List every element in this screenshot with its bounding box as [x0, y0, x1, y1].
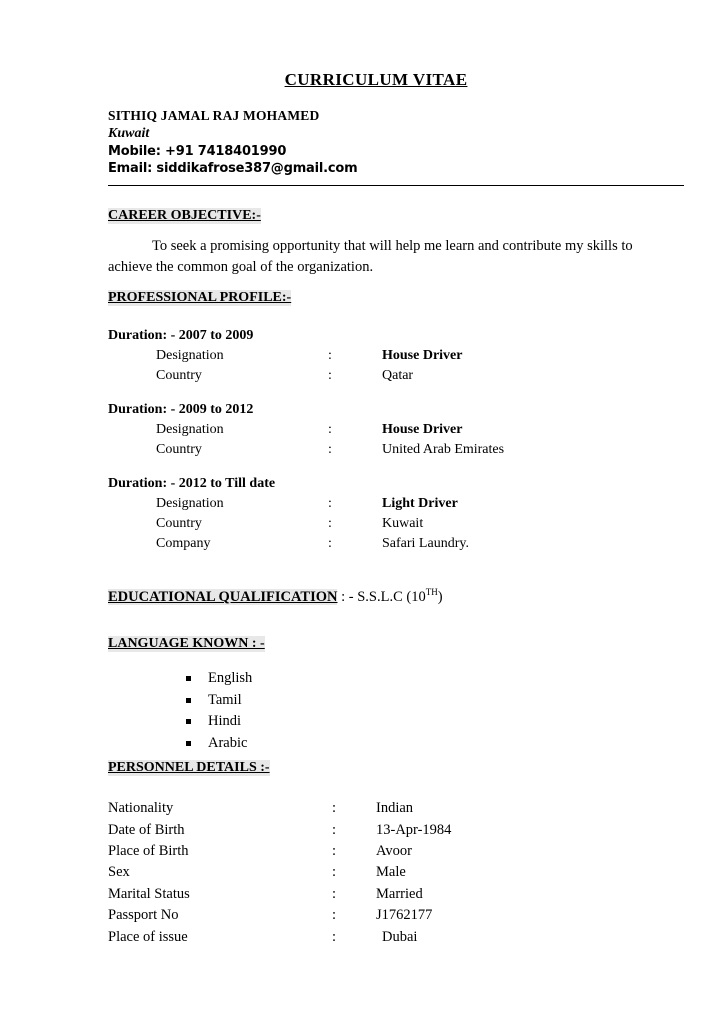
- language-list: [108, 668, 684, 754]
- row-value: Safari Laundry.: [382, 535, 469, 551]
- row-value: Avoor: [376, 843, 412, 860]
- row-key: Designation: [156, 422, 224, 438]
- list-item: Tamil: [186, 690, 684, 711]
- education-value-suffix: ): [437, 589, 443, 606]
- row-key: Sex: [108, 864, 130, 881]
- row-key: Place of Birth: [108, 843, 189, 860]
- row-value: Married: [376, 885, 423, 902]
- row-key: Passport No: [108, 907, 179, 924]
- table-row: [156, 440, 684, 460]
- profile-rows: [156, 420, 684, 460]
- section-heading-language-known: LANGUAGE KNOWN : -: [108, 636, 265, 652]
- table-row: [156, 514, 684, 534]
- row-value: Indian: [376, 800, 414, 817]
- profile-rows: [156, 346, 684, 386]
- table-row: [108, 798, 684, 819]
- row-value: Male: [376, 864, 406, 881]
- table-row: [108, 862, 684, 883]
- row-value: Qatar: [382, 368, 414, 384]
- table-row: [108, 927, 684, 948]
- row-value: United Arab Emirates: [382, 441, 505, 457]
- section-heading-professional-profile: PROFESSIONAL PROFILE:-: [108, 290, 292, 306]
- table-row: [108, 841, 684, 862]
- row-key: Company: [156, 535, 211, 551]
- table-row: [108, 905, 684, 926]
- row-key: Marital Status: [108, 885, 190, 902]
- table-row: [156, 494, 684, 514]
- row-colon: :: [332, 843, 337, 860]
- profile-rows: [156, 494, 684, 554]
- row-key: Country: [156, 368, 202, 384]
- row-key: Country: [156, 515, 202, 531]
- row-value: Dubai: [382, 928, 418, 945]
- row-key: Nationality: [108, 800, 174, 817]
- row-colon: :: [328, 535, 332, 551]
- row-colon: :: [328, 515, 332, 531]
- education-value-sup: TH: [425, 587, 438, 598]
- profile-duration: Duration: - 2007 to 2009: [108, 328, 254, 344]
- profile-duration: Duration: - 2009 to 2012: [108, 402, 254, 418]
- table-row: [108, 884, 684, 905]
- row-value: Kuwait: [382, 515, 424, 531]
- career-objective-text: [108, 236, 648, 278]
- row-colon: :: [332, 800, 337, 817]
- section-heading-career-objective: CAREER OBJECTIVE:-: [108, 208, 261, 224]
- row-key: Place of issue: [108, 928, 188, 945]
- row-colon: :: [332, 864, 337, 881]
- row-colon: :: [328, 368, 332, 384]
- row-key: Date of Birth: [108, 821, 185, 838]
- row-value: House Driver: [382, 422, 463, 438]
- row-colon: :: [328, 348, 332, 364]
- table-row: [156, 346, 684, 366]
- row-key: Designation: [156, 348, 224, 364]
- header-divider: [108, 185, 684, 186]
- row-colon: :: [332, 885, 337, 902]
- row-value: J1762177: [376, 907, 433, 924]
- career-objective-body: To seek a promising opportunity that will help me learn and contribute my skills to achieve the common goal of the organization.: [108, 238, 633, 276]
- row-colon: :: [328, 441, 332, 457]
- page-title: CURRICULUM VITAE: [284, 70, 468, 89]
- candidate-mobile: Mobile: +91 7418401990: [108, 144, 287, 159]
- row-key: Designation: [156, 495, 224, 511]
- row-key: Country: [156, 441, 202, 457]
- list-item: Hindi: [186, 711, 684, 732]
- candidate-city: Kuwait: [108, 126, 150, 141]
- profile-duration: Duration: - 2012 to Till date: [108, 475, 276, 491]
- table-row: [156, 366, 684, 386]
- table-row: [108, 820, 684, 841]
- profile-entry: [108, 402, 684, 460]
- row-value: 13-Apr-1984: [376, 821, 452, 838]
- profile-entry: [108, 476, 684, 554]
- table-row: [156, 420, 684, 440]
- section-heading-personnel-details: PERSONNEL DETAILS :-: [108, 760, 270, 776]
- education-value-prefix: : - S.S.L.C (10: [337, 589, 426, 606]
- section-heading-education: EDUCATIONAL QUALIFICATION: [108, 589, 338, 606]
- row-colon: :: [328, 495, 332, 511]
- profile-entry: [108, 328, 684, 386]
- list-item: English: [186, 668, 684, 689]
- education-line: [108, 587, 684, 606]
- row-colon: :: [332, 928, 337, 945]
- candidate-name: SITHIQ JAMAL RAJ MOHAMED: [108, 108, 320, 123]
- row-value: House Driver: [382, 348, 463, 364]
- table-row: [156, 534, 684, 554]
- row-colon: :: [332, 907, 337, 924]
- row-colon: :: [328, 422, 332, 438]
- personnel-details-table: [108, 798, 684, 948]
- row-colon: :: [332, 821, 337, 838]
- row-value: Light Driver: [382, 495, 458, 511]
- candidate-email: Email: siddikafrose387@gmail.com: [108, 161, 358, 177]
- list-item: Arabic: [186, 733, 684, 754]
